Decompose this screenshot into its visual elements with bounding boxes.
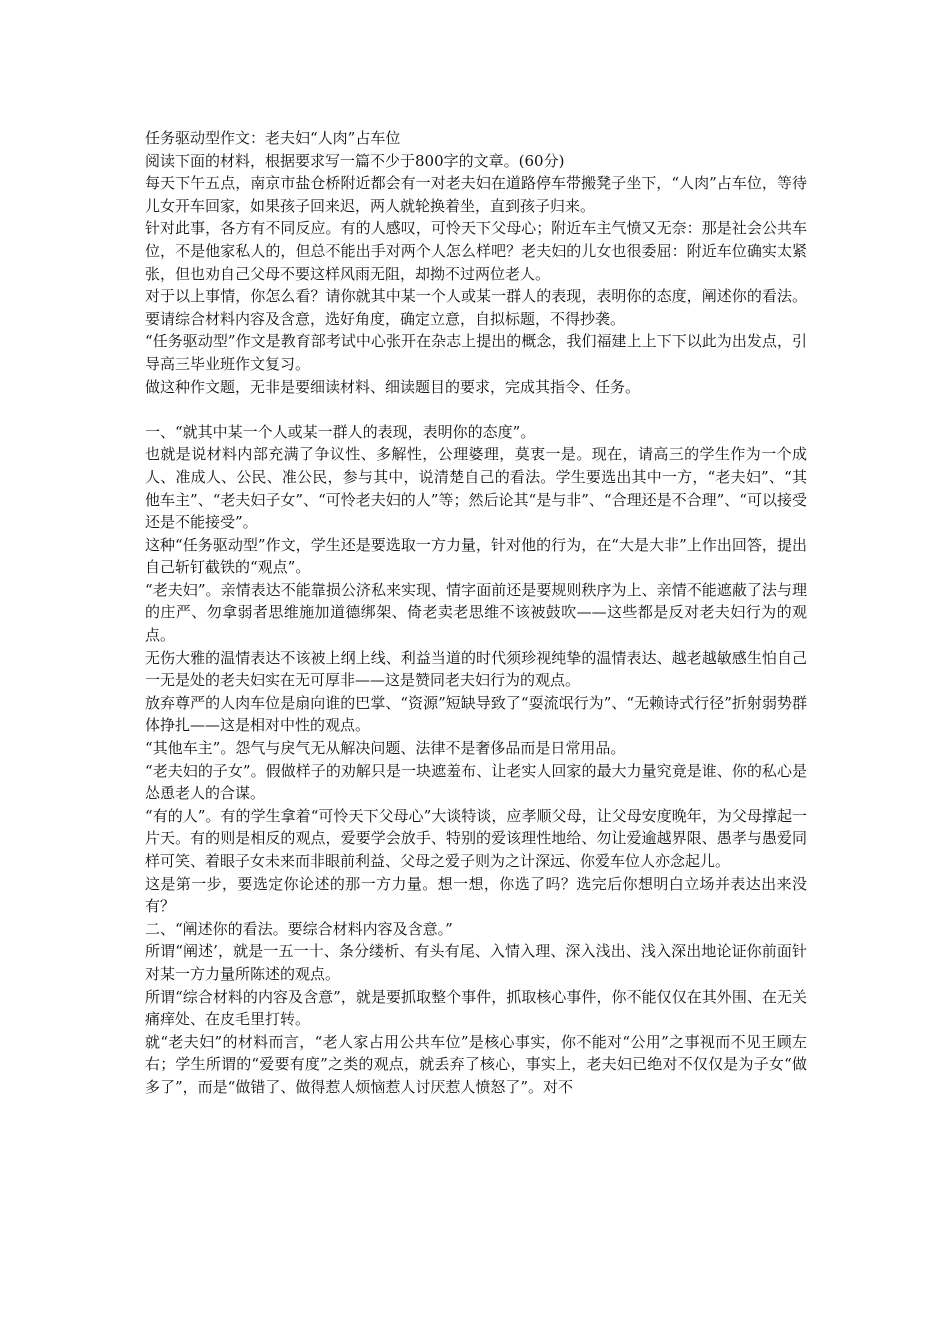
paragraph: 也就是说材料内部充满了争议性、多解性，公理婆理，莫衷一是。现在，请高三的学生作为一个成人、准成人、公民、准公民，参与其中，说清楚自己的看法。学生要选出其中一方，“老夫妇”、“其他车主”、“老夫妇子女”、“可怜老夫妇的人”等；然后论其“是与非”、“合理还是不合理”、“可以接受还是不能接受”。 (145, 445, 807, 532)
paragraph: 所谓“阐述’，就是一五一十、条分缕析、有头有尾、入情入理、深入浅出、浅入深出地论证你前面针对某一方力量所陈述的观点。 (145, 942, 807, 983)
section-heading: 一、“就其中某一个人或某一群人的表现，表明你的态度”。 (145, 422, 536, 441)
paragraph: 放弃尊严的人肉车位是扇向谁的巴掌、“资源”短缺导致了“耍流氓行为”、“无赖诗式行径”折射弱势群体挣扎——这是相对中性的观点。 (145, 693, 807, 735)
document-page (145, 127, 807, 1099)
section-heading: 二、“阐述你的看法。要综合材料内容及含意。” (145, 919, 453, 938)
paragraph: 这是第一步，要选定你论述的那一方力量。想一想，你选了吗？选完后你想明白立场并表达出来没有？ (145, 874, 807, 916)
paragraph: 对于以上事情，你怎么看？请你就其中某一个人或某一群人的表现，表明你的态度，阐述你的看法。要请综合材料内容及含意，选好角度，确定立意，自拟标题，不得抄袭。 (145, 287, 807, 328)
paragraph: 阅读下面的材料，根据要求写一篇不少于800字的文章。(60分) (145, 151, 565, 170)
paragraph: “有的人”。有的学生拿着“可怜天下父母心”大谈特谈，应孝顺父母，让父母安度晚年，为父母撑起一片天。有的则是相反的观点，爱要学会放手、特别的爱该理性地给、勿让爱逾越界限、愚孝与愚爱同样可笑、着眼子女未来而非眼前利益、父母之爱子则为之计深远、你爱车位人亦念起儿。 (145, 806, 807, 870)
paragraph: 所谓“综合材料的内容及含意”，就是要抓取整个事件，抓取核心事件，你不能仅仅在其外围、在无关痛痒处、在皮毛里打转。 (145, 987, 807, 1029)
paragraph: 这种“任务驱动型”作文，学生还是要选取一方力量，针对他的行为，在“大是大非”上作出回答，提出自己斩钉截铁的“观点”。 (145, 535, 807, 577)
paragraph: 做这种作文题，无非是要细读材料、细读题目的要求，完成其指令、任务。 (145, 377, 641, 396)
paragraph: “老夫妇的子女”。假做样子的劝解只是一块遮羞布、让老实人回家的最大力量究竟是谁、你的私心是怂恿老人的合谋。 (145, 761, 807, 803)
paragraph: “其他车主”。怨气与戾气无从解决问题、法律不是奢侈品而是日常用品。 (145, 739, 626, 758)
blank-line (145, 398, 807, 421)
document-title: 任务驱动型作文：老夫妇“人肉”占车位 (145, 129, 401, 147)
paragraph: “任务驱动型”作文是教育部考试中心张开在杂志上提出的概念，我们福建上上下下以此为出发点，引导高三毕业班作文复习。 (145, 332, 807, 373)
paragraph: 无伤大雅的温情表达不该被上纲上线、利益当道的时代须珍视纯挚的温情表达、越老越敏感生怕自己一无是处的老夫妇实在无可厚非——这是赞同老夫妇行为的观点。 (145, 648, 807, 690)
paragraph: 每天下午五点，南京市盐仓桥附近都会有一对老夫妇在道路停车带搬凳子坐下，“人肉”占车位，等待儿女开车回家，如果孩子回来迟，两人就轮换着坐，直到孩子归来。 (145, 174, 807, 215)
paragraph: “老夫妇”。亲情表达不能靠损公济私来实现、情字面前还是要规则秩序为上、亲情不能遮蔽了法与理的庄严、勿拿弱者思维施加道德绑架、倚老卖老思维不该被鼓吹——这些都是反对老夫妇行为的观点。 (145, 580, 807, 645)
paragraph: 针对此事，各方有不同反应。有的人感叹，可怜天下父母心；附近车主气愤又无奈：那是社会公共车位，不是他家私人的，但总不能出手对两个人怎么样吧？老夫妇的儿女也很委屈：附近车位确实太紧张，但也劝自己父母不要这样风雨无阻，却拗不过两位老人。 (145, 219, 807, 283)
paragraph: 就“老夫妇”的材料而言，“老人家占用公共车位”是核心事实，你不能对“公用”之事视而不见王顾左右；学生所谓的“爱要有度”之类的观点，就丢弃了核心，事实上，老夫妇已绝对不仅仅是为子女“做多了”，而是“做错了、做得惹人烦恼惹人讨厌惹人愤怒了”。对不 (145, 1032, 807, 1096)
